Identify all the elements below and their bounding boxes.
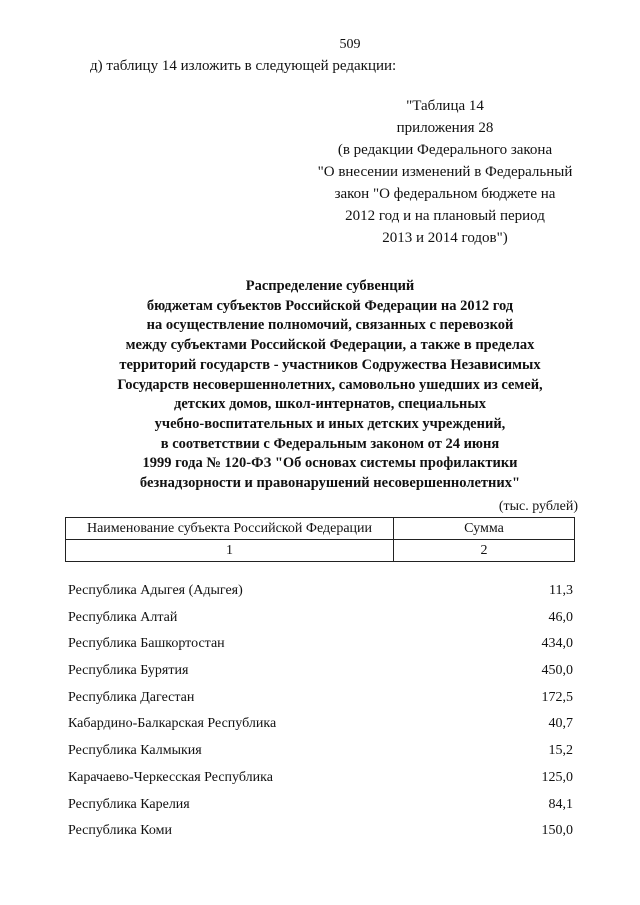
title-line: на осуществление полномочий, связанных с перевозкой — [146, 317, 514, 334]
table-row — [68, 636, 573, 663]
header-row — [66, 518, 575, 540]
table-row — [68, 583, 573, 610]
title-line: детских домов, школ-интернатов, специальных — [174, 396, 486, 413]
column-number-2: 2 — [394, 540, 575, 562]
header-amount: Сумма — [394, 518, 575, 540]
region-amount: 40,7 — [548, 716, 573, 732]
title-line: безнадзорности и правонарушений несовершеннолетних" — [139, 475, 521, 492]
table-row — [68, 823, 573, 850]
region-amount: 172,5 — [541, 689, 573, 705]
caption-line: закон "О федеральном бюджете на — [334, 186, 556, 202]
region-name: Кабардино-Балкарская Республика — [68, 716, 277, 732]
title-line: учебно-воспитательных и иных детских учреждений, — [154, 415, 506, 432]
amendment-instruction: д) таблицу 14 изложить в следующей редакции: — [90, 58, 397, 74]
caption-line: 2013 и 2014 годов") — [382, 230, 508, 246]
region-amount: 84,1 — [548, 796, 573, 812]
title-line: в соответствии с Федеральным законом от 24 июня — [160, 435, 500, 452]
region-amount: 11,3 — [549, 583, 573, 598]
region-amount: 150,0 — [541, 823, 573, 839]
table-row — [68, 610, 573, 637]
region-amount: 125,0 — [541, 769, 573, 785]
region-amount: 15,2 — [548, 743, 573, 759]
region-name: Республика Дагестан — [68, 689, 195, 705]
caption-line: "Таблица 14 — [406, 98, 484, 114]
caption-line: (в редакции Федерального закона — [337, 142, 553, 158]
units-label: (тыс. рублей) — [498, 499, 578, 514]
region-name: Республика Башкортостан — [68, 636, 225, 652]
title-line: Распределение субвенций — [245, 278, 415, 294]
region-name: Республика Адыгея (Адыгея) — [68, 583, 243, 598]
title-line: бюджетам субъектов Российской Федерации на 2012 год — [146, 297, 514, 314]
caption-line: 2012 год и на плановый период — [345, 208, 545, 224]
title-line: 1999 года № 120-ФЗ "Об основах системы профилактики — [142, 455, 518, 472]
table-row — [68, 716, 573, 743]
caption-line: приложения 28 — [396, 120, 494, 136]
column-number-1: 1 — [66, 540, 394, 562]
table-caption — [300, 95, 590, 249]
document-title — [50, 277, 610, 494]
region-name: Республика Алтай — [68, 609, 178, 625]
region-name: Карачаево-Черкесская Республика — [68, 769, 273, 785]
region-name: Республика Коми — [68, 823, 172, 839]
title-line: между субъектами Российской Федерации, а также в пределах — [125, 337, 535, 354]
table-header — [65, 517, 575, 562]
column-number-row — [66, 540, 575, 562]
region-name: Республика Бурятия — [68, 663, 189, 679]
title-line: территорий государств - участников Содружества Независимых — [119, 356, 541, 373]
table-row — [68, 690, 573, 717]
header-region-name: Наименование субъекта Российской Федерации — [66, 518, 394, 540]
table-row — [68, 743, 573, 770]
region-amount: 46,0 — [548, 609, 573, 625]
table-row — [68, 663, 573, 690]
caption-line: "О внесении изменений в Федеральный — [317, 164, 573, 180]
region-amount: 450,0 — [541, 663, 573, 679]
region-amount: 434,0 — [541, 636, 573, 652]
title-line: Государств несовершеннолетних, самовольно ушедших из семей, — [117, 376, 543, 393]
table-body — [68, 583, 573, 850]
region-name: Республика Калмыкия — [68, 743, 202, 759]
region-name: Республика Карелия — [68, 796, 190, 812]
table-row — [68, 797, 573, 824]
table-row — [68, 770, 573, 797]
page-number: 509 — [339, 37, 361, 52]
